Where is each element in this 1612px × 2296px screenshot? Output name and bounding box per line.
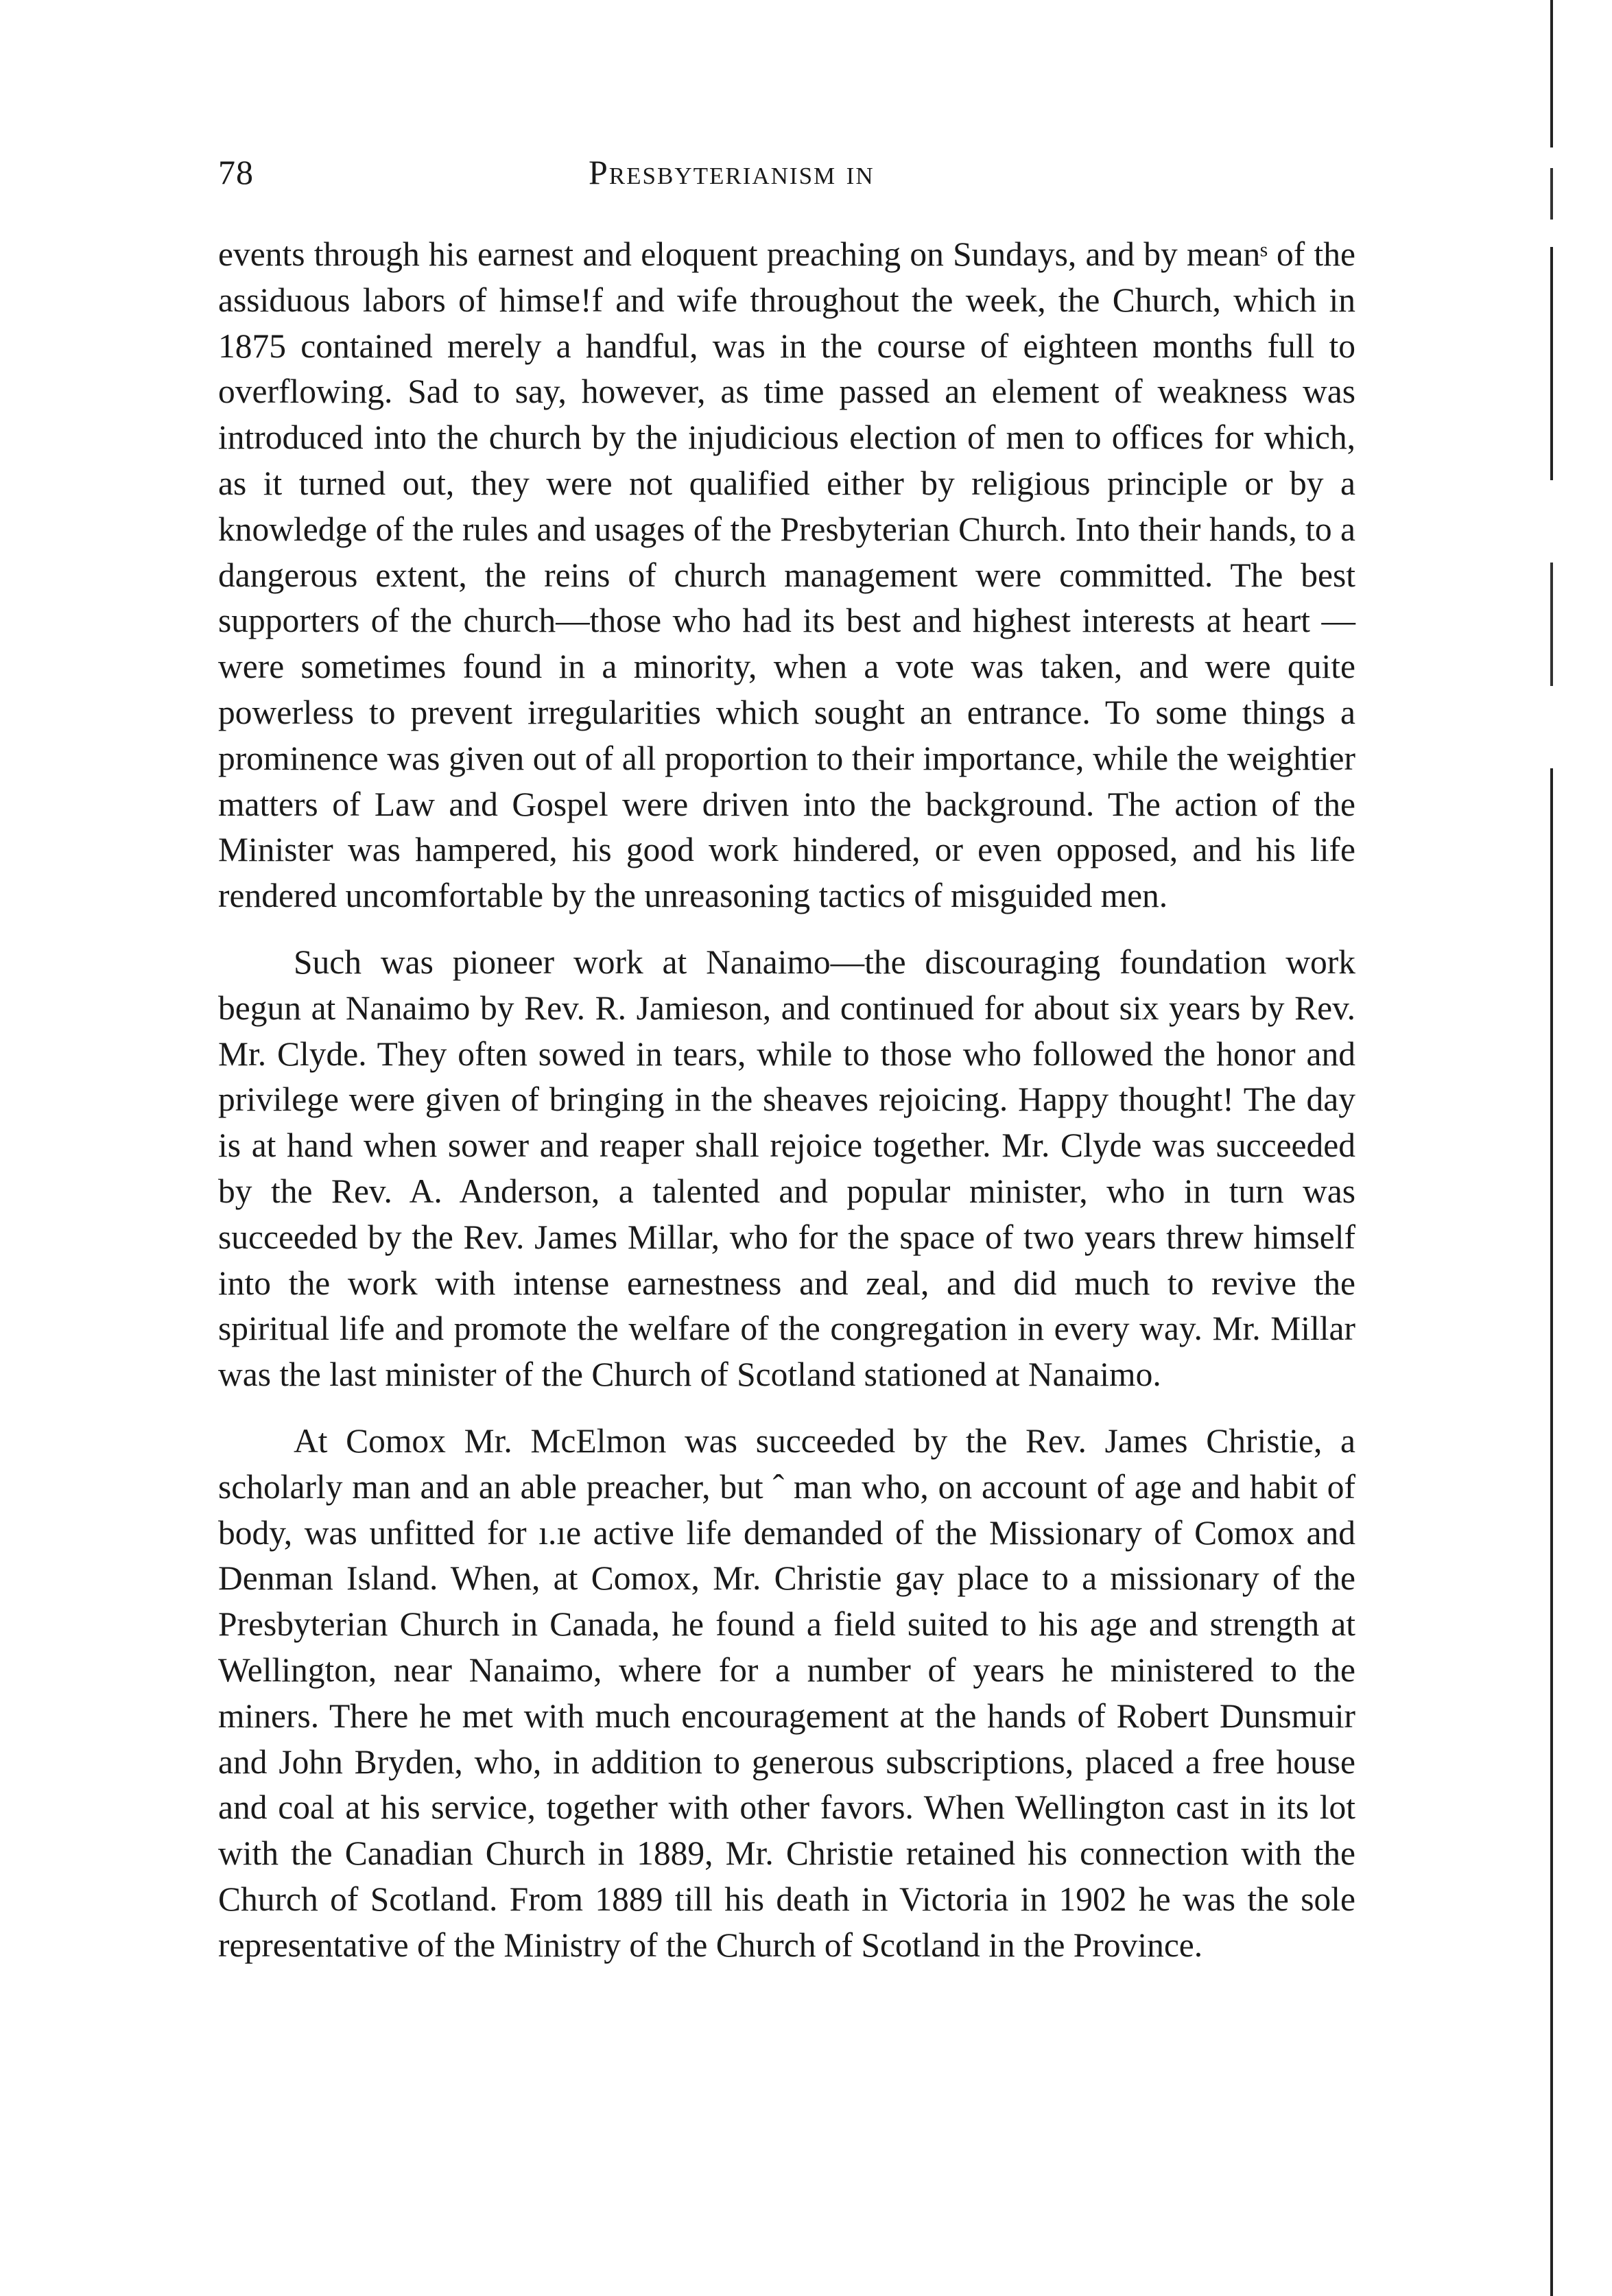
paragraph-2: Such was pioneer work at Nanaimo—the discouraging foundation work begun at Nanaimo by Rev. R. Jamieson, and continued for about six years by Rev. Mr. Clyde. They often sowed in tears, while to those who followed the honor and privilege were given of bringing in the sheaves rejoicing. Happy thought! The day is at hand when sower and reaper shall rejoice together. Mr. Clyde was succeeded by the Rev. A. Anderson, a talented and popular minister, who in turn was succeeded by the Rev. James Millar, who for the space of two years threw himself into the work with intense earnestness and zeal, and did much to revive the spiritual life and promote the welfare of the congregation in every way. Mr. Millar was the last minister of the Church of Scotland stationed at Nanaimo. bbox=[218, 943, 1355, 1394]
page-number: 78 bbox=[218, 153, 254, 191]
paragraph-3: At Comox Mr. McElmon was succeeded by the Rev. James Christie, a scholarly man and an able preacher, but ˆ man who, on account of age and habit of body, was unfitted for ı.ıe active life demanded of the Missionary of Comox and Denman Island. When, at Comox, Mr. Christie gaṿ place to a missionary of the Presbyterian Church in Canada, he found a field suited to his age and strength at Wellington, near Nanaimo, where for a number of years he ministered to the miners. There he met with much encouragement at the hands of Robert Dunsmuir and John Bryden, who, in addition to generous subscriptions, placed a free house and coal at his service, together with other favors. When Wellington cast in its lot with the Canadian Church in 1889, Mr. Christie retained his connection with the Church of Scotland. From 1889 till his death in Victoria in 1902 he was the sole representative of the Ministry of the Church of Scotland in the Province. bbox=[218, 1421, 1355, 1964]
page-header bbox=[218, 152, 1460, 207]
body-text bbox=[218, 232, 1355, 1968]
paragraph-1: events through his earnest and eloquent preaching on Sundays, and by meanˢ of the assiduous labors of himsе!f and wife throughout the week, the Church, which in 1875 contained merely a handful, was in the course of eighteen months full to overflowing. Sad to say, however, as time passed an element of weakness was introduced into the church by the injudicious election of men to offices for which, as it turned out, they were not qualified either by religious principle or by a knowledge of the rules and usages of the Presbyterian Church. Into their hands, to a dangerous extent, the reins of church management were committed. The best supporters of the church—those who had its best and highest interests at heart —were sometimes found in a minority, when a vote was taken, and were quite powerless to prevent irregularities which sought an entrance. To some things a prominence was given out of all proportion to their importance, while the weightier matters of Law and Gospel were driven into the background. The action of the Minister was hampered, his good work hindered, or even opposed, and his life rendered uncomfortable by the unreasoning tactics of misguided men. bbox=[218, 235, 1355, 915]
running-title: Presbyterianism in bbox=[589, 153, 875, 191]
scan-edge-line bbox=[1550, 0, 1553, 2296]
